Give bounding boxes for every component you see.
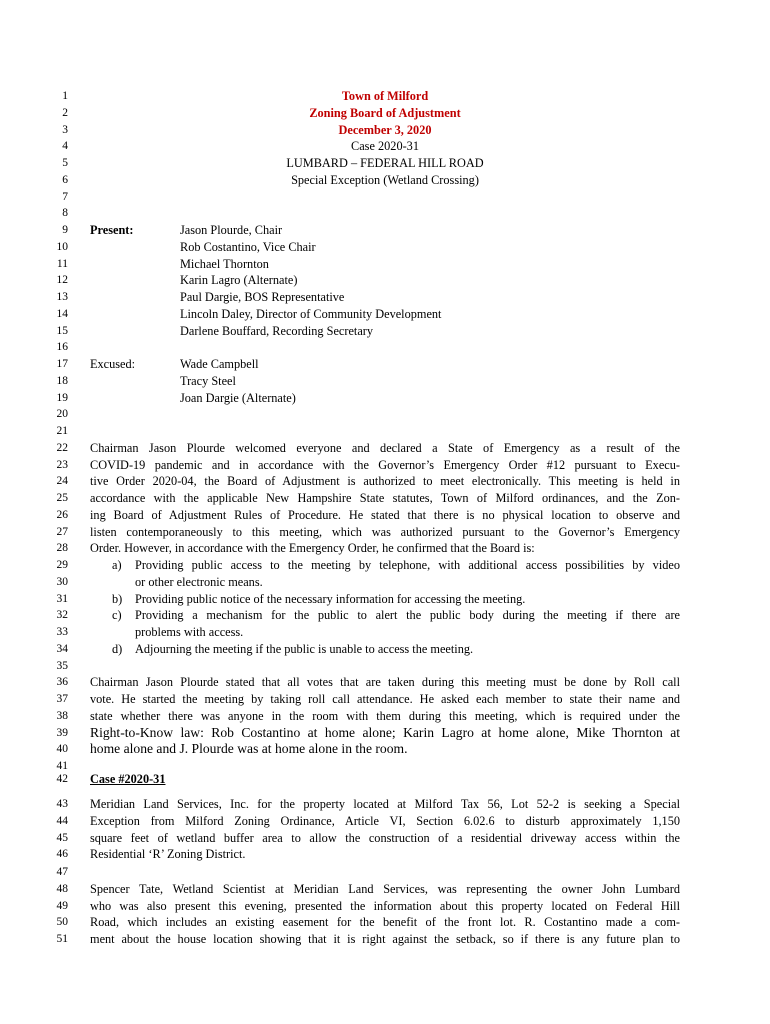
list-item-line: problems with access. (135, 625, 244, 639)
list-marker: a) (112, 558, 122, 572)
line-number: 48 (56, 882, 68, 895)
line-number: 33 (56, 626, 68, 638)
line-number: 41 (56, 760, 68, 772)
paragraph-line: Exception from Milford Zoning Ordinance, Article VI, Section 6.02.6 to disturb approximately 1,150 (90, 813, 680, 828)
line-number: 31 (56, 592, 68, 605)
list-item-line: Providing a mechanism for the public to alert the public body during the meeting if there are (135, 608, 680, 623)
line-number: 23 (56, 458, 68, 471)
line-number: 1 (62, 90, 68, 102)
paragraph-line: Chairman Jason Plourde welcomed everyone and declared a State of Emergency as a result of the (90, 440, 680, 455)
line-number: 34 (56, 642, 68, 655)
line-number: 8 (62, 207, 68, 220)
paragraph-line: Road, which includes an existing easement for the benefit of the front lot. R. Costantino made a com- (90, 915, 680, 930)
line-number: 12 (56, 274, 68, 287)
line-number: 24 (56, 475, 68, 488)
header-date: December 3, 2020 (338, 122, 432, 137)
paragraph-line: who was also present this evening, presented the information about this property located on Federal Hill (90, 898, 680, 913)
line-number: 47 (56, 866, 68, 878)
present-label: Present: (90, 223, 134, 237)
line-number: 15 (56, 324, 68, 337)
line-number: 26 (56, 508, 68, 521)
line-number: 36 (56, 676, 68, 689)
line-number: 51 (56, 933, 68, 946)
paragraph-line: COVID-19 pandemic and in accordance with the Governor’s Emergency Order #12 pursuant to Execu- (90, 457, 680, 472)
line-number: 39 (56, 726, 68, 739)
line-number: 9 (62, 224, 68, 236)
header-board: Zoning Board of Adjustment (309, 105, 461, 120)
line-number: 4 (62, 140, 68, 153)
line-number: 7 (62, 190, 68, 203)
list-marker: d) (112, 641, 123, 656)
list-marker: c) (112, 608, 122, 623)
line-number: 17 (56, 358, 68, 370)
line-number: 50 (56, 916, 68, 929)
paragraph-line: Chairman Jason Plourde stated that all votes that are taken during this meeting must be done by Roll call (90, 675, 680, 690)
list-item-line: or other electronic means. (135, 574, 263, 589)
present-member: Paul Dargie, BOS Representative (180, 290, 345, 304)
line-number: 13 (56, 291, 68, 303)
line-number: 11 (56, 257, 68, 270)
line-number: 20 (56, 408, 68, 421)
paragraph-line: Order. However, in accordance with the Emergency Order, he confirmed that the Board is: (90, 541, 535, 556)
line-number: 21 (56, 425, 68, 437)
line-number: 18 (56, 374, 68, 387)
paragraph-line: accordance with the applicable New Hampshire State statutes, Town of Milford ordinances, and the Zon- (90, 491, 680, 505)
paragraph-line: Meridian Land Services, Inc. for the property located at Milford Tax 56, Lot 52-2 is seeking a Special (90, 797, 680, 811)
list-item-line: Adjourning the meeting if the public is unable to access the meeting. (135, 641, 474, 656)
header-case: Case 2020-31 (351, 139, 419, 154)
list-item-line: Providing public notice of the necessary information for accessing the meeting. (135, 591, 526, 606)
line-number: 6 (62, 173, 68, 186)
line-number: 40 (56, 743, 68, 756)
line-number: 43 (56, 798, 68, 810)
paragraph-line: Residential ‘R’ Zoning District. (90, 847, 246, 862)
line-number: 46 (56, 848, 68, 861)
line-number: 29 (56, 559, 68, 571)
present-member: Karin Lagro (Alternate) (180, 273, 298, 288)
header-subject: LUMBARD – FEDERAL HILL ROAD (286, 156, 484, 170)
line-number: 10 (56, 240, 68, 253)
paragraph-line: Spencer Tate, Wetland Scientist at Meridian Land Services, was representing the owner John Lumbard (90, 881, 680, 896)
paragraph-line: Right-to-Know law: Rob Costantino at home alone; Karin Lagro at home alone, Mike Thornton at (90, 724, 680, 740)
present-member: Lincoln Daley, Director of Community Development (180, 306, 442, 321)
paragraph-line: square feet of wetland buffer area to allow the construction of a residential driveway access within the (90, 830, 680, 845)
line-number: 44 (56, 814, 68, 827)
paragraph-line: home alone and J. Plourde was at home alone in the room. (90, 741, 408, 757)
header-type: Special Exception (Wetland Crossing) (291, 172, 479, 187)
line-number: 42 (56, 773, 68, 785)
line-number: 5 (62, 157, 68, 169)
excused-member: Tracy Steel (180, 373, 236, 388)
present-member: Jason Plourde, Chair (180, 223, 283, 237)
line-number: 22 (56, 441, 68, 454)
line-number: 32 (56, 609, 68, 622)
paragraph-line: ing Board of Adjustment Rules of Procedure. He stated that there is no physical location to observe and (90, 507, 680, 522)
line-number: 2 (62, 106, 68, 119)
line-number: 38 (56, 709, 68, 722)
list-marker: b) (112, 591, 123, 606)
line-number: 19 (56, 391, 68, 404)
present-member: Darlene Bouffard, Recording Secretary (180, 323, 374, 338)
line-number: 35 (56, 659, 68, 672)
present-member: Rob Costantino, Vice Chair (180, 239, 316, 254)
present-member: Michael Thornton (180, 256, 269, 271)
line-number: 3 (62, 123, 68, 136)
paragraph-line: listen contemporaneously to this meeting, which was authorized pursuant to the Governor’s Emergency (90, 524, 680, 539)
line-number: 28 (56, 542, 68, 555)
line-number: 27 (56, 525, 68, 538)
paragraph-line: tive Order 2020-04, the Board of Adjustment is authorized to meet electronically. This meeting is held in (90, 474, 680, 489)
excused-member: Joan Dargie (Alternate) (180, 390, 296, 405)
header-town: Town of Milford (341, 89, 429, 103)
excused-member: Wade Campbell (180, 357, 259, 371)
list-item-line: Providing public access to the meeting by telephone, with additional access possibilities by video (135, 558, 680, 572)
line-number: 25 (56, 492, 68, 504)
excused-label: Excused: (90, 357, 136, 371)
line-number: 14 (56, 307, 68, 320)
line-number: 16 (56, 341, 68, 354)
paragraph-line: ment about the house location showing that it is right against the setback, so if there is any future plan to (90, 932, 680, 947)
line-number: 30 (56, 575, 68, 588)
paragraph-line: state whether there was anyone in the room with them during this meeting, which is required under the (90, 708, 680, 723)
paragraph-line: vote. He started the meeting by taking roll call attendance. He asked each member to state their name and (90, 692, 680, 706)
case-heading: Case #2020-31 (90, 772, 166, 786)
line-number: 37 (56, 693, 68, 705)
line-number: 45 (56, 831, 68, 844)
line-number: 49 (56, 899, 68, 912)
